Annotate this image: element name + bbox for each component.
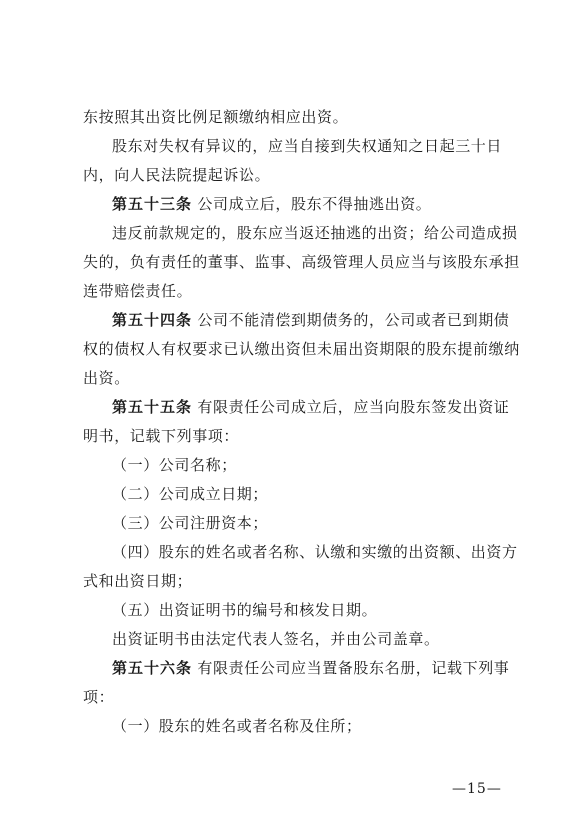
article-53 — [83, 190, 511, 219]
article-text: 公司成立后，股东不得抽逃出资。 — [197, 195, 432, 213]
text-line: 违反前款规定的，股东应当返还抽逃的出资；给公司造成损 — [112, 224, 518, 242]
text-line: 明书，记载下列事项： — [83, 427, 240, 445]
article-heading: 第五十六条 — [112, 659, 193, 677]
text-line: 连带赔偿责任。 — [83, 282, 193, 300]
document-body — [83, 103, 520, 741]
text-line: 失的，负有责任的董事、监事、高级管理人员应当与该股东承担 — [83, 253, 520, 271]
article-54 — [83, 306, 511, 335]
article-text: 有限责任公司成立后，应当向股东签发出资证 — [197, 398, 510, 416]
text-line: 东按照其出资比例足额缴纳相应出资。 — [83, 108, 349, 126]
article-text: 有限责任公司应当置备股东名册，记载下列事 — [197, 659, 510, 677]
list-item: （五）出资证明书的编号和核发日期。 — [112, 601, 378, 619]
article-heading: 第五十三条 — [112, 195, 193, 213]
list-item: （三）公司注册资本； — [112, 514, 269, 532]
text-line: 项： — [83, 688, 115, 706]
list-item: （四）股东的姓名或者名称、认缴和实缴的出资额、出资方 — [112, 543, 518, 561]
text-line: 权的债权人有权要求已认缴出资但未届出资期限的股东提前缴纳 — [83, 340, 520, 358]
list-item: （一）公司名称； — [112, 456, 237, 474]
list-item: （一）股东的姓名或者名称及住所； — [112, 717, 362, 735]
article-heading: 第五十五条 — [112, 398, 193, 416]
page-number: —15— — [452, 781, 502, 797]
list-item: （二）公司成立日期； — [112, 485, 269, 503]
text-line: 出资。 — [83, 369, 130, 387]
article-55 — [83, 393, 511, 422]
article-56 — [83, 654, 511, 683]
text-line: 内，向人民法院提起诉讼。 — [83, 166, 271, 184]
text-line: 出资证明书由法定代表人签名，并由公司盖章。 — [112, 630, 440, 648]
article-text: 公司不能清偿到期债务的，公司或者已到期债 — [197, 311, 510, 329]
text-line: 式和出资日期； — [83, 572, 193, 590]
article-heading: 第五十四条 — [112, 311, 193, 329]
text-line: 股东对失权有异议的，应当自接到失权通知之日起三十日 — [112, 137, 503, 155]
